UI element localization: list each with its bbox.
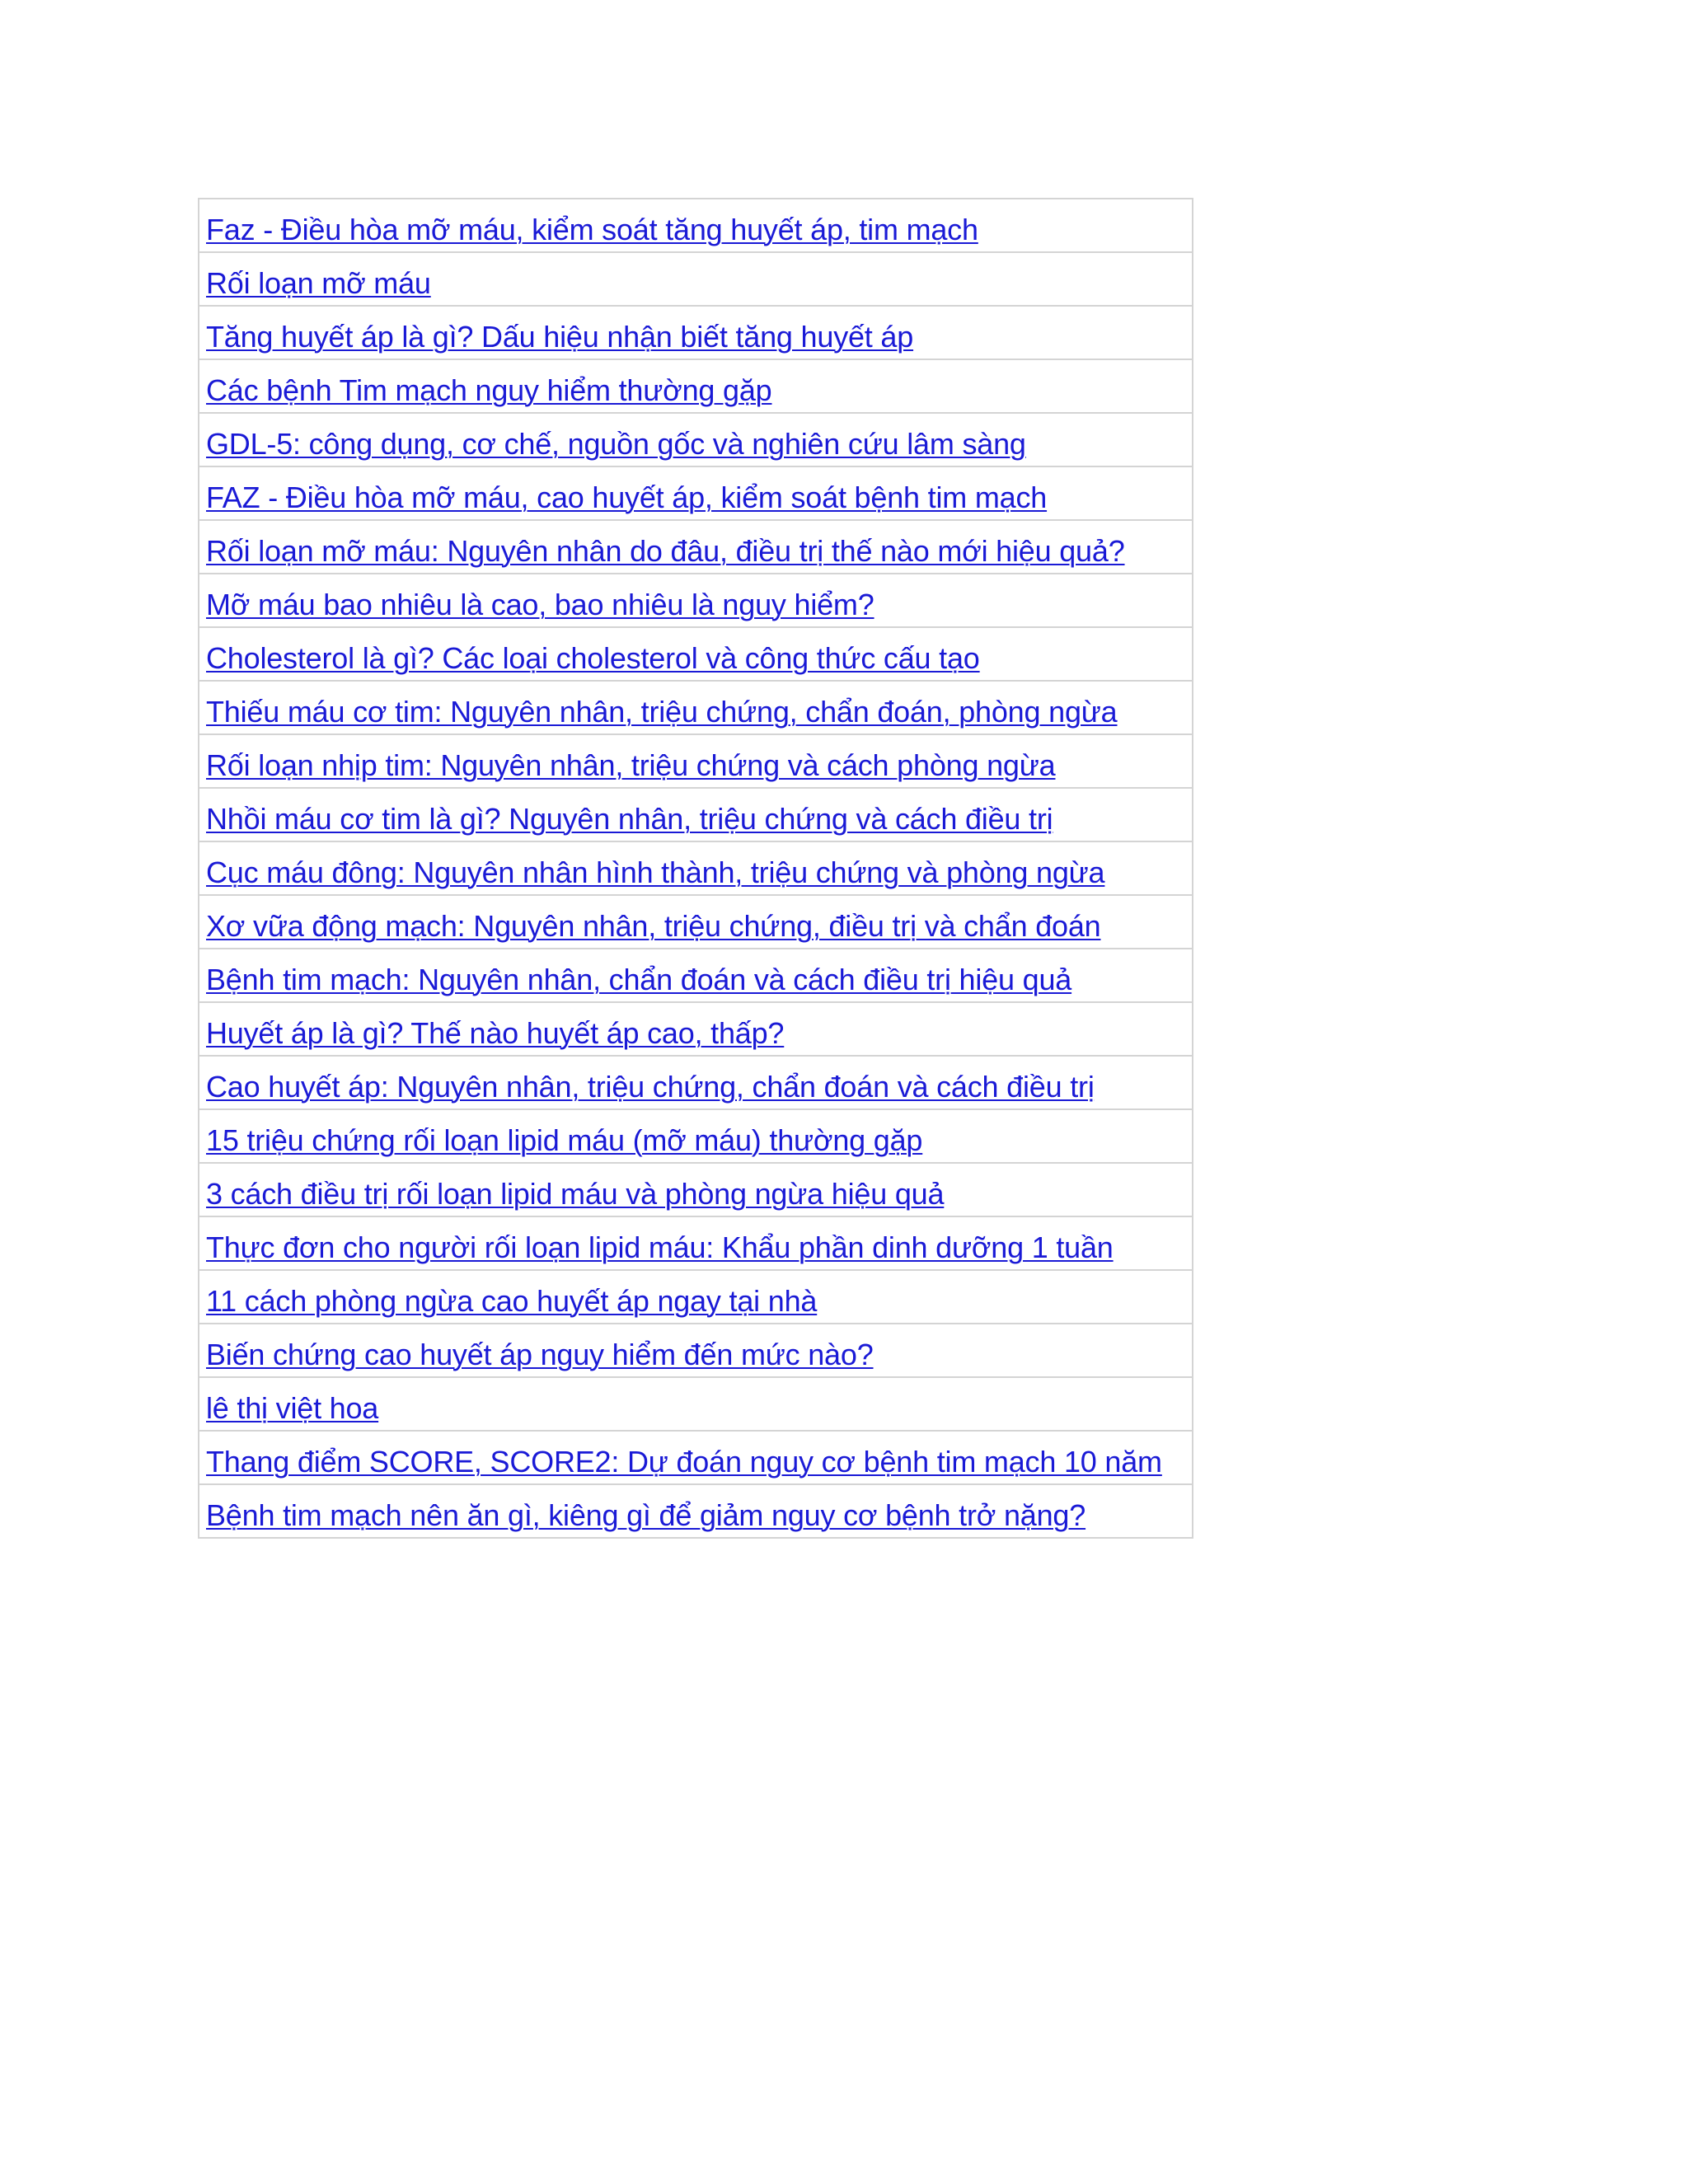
article-link[interactable]: FAZ - Điều hòa mỡ máu, cao huyết áp, kiểm soát bệnh tim mạch xyxy=(206,480,1048,514)
article-link[interactable]: lê thị việt hoa xyxy=(206,1391,379,1425)
table-cell xyxy=(199,788,1193,841)
article-link[interactable]: Rối loạn nhịp tim: Nguyên nhân, triệu chứng và cách phòng ngừa xyxy=(206,748,1056,782)
article-link[interactable]: Thiếu máu cơ tim: Nguyên nhân, triệu chứng, chẩn đoán, phòng ngừa xyxy=(206,695,1118,729)
article-link[interactable]: Biến chứng cao huyết áp nguy hiểm đến mức nào? xyxy=(206,1338,874,1371)
table-row xyxy=(199,841,1193,895)
table-row xyxy=(199,1270,1193,1324)
table-row xyxy=(199,466,1193,520)
table-row xyxy=(199,949,1193,1002)
table-cell xyxy=(199,1377,1193,1431)
table-cell xyxy=(199,199,1193,252)
table-row xyxy=(199,1431,1193,1484)
table-row xyxy=(199,1163,1193,1216)
table-row xyxy=(199,359,1193,413)
article-link[interactable]: GDL-5: công dụng, cơ chế, nguồn gốc và nghiên cứu lâm sàng xyxy=(206,427,1026,461)
table-cell xyxy=(199,1109,1193,1163)
table-cell xyxy=(199,949,1193,1002)
table-cell xyxy=(199,359,1193,413)
table-row xyxy=(199,1377,1193,1431)
table-cell xyxy=(199,1216,1193,1270)
article-link[interactable]: Rối loạn mỡ máu xyxy=(206,266,431,300)
link-rows xyxy=(199,199,1193,1538)
table-cell xyxy=(199,252,1193,306)
article-link[interactable]: 11 cách phòng ngừa cao huyết áp ngay tại nhà xyxy=(206,1284,818,1318)
article-link[interactable]: Thang điểm SCORE, SCORE2: Dự đoán nguy cơ bệnh tim mạch 10 năm xyxy=(206,1445,1162,1479)
table-cell xyxy=(199,895,1193,949)
article-link[interactable]: Bệnh tim mạch nên ăn gì, kiêng gì để giảm nguy cơ bệnh trở nặng? xyxy=(206,1498,1086,1532)
table-cell xyxy=(199,841,1193,895)
table-cell xyxy=(199,1002,1193,1056)
table-cell xyxy=(199,1324,1193,1377)
table-row xyxy=(199,681,1193,734)
table-cell xyxy=(199,520,1193,574)
table-row xyxy=(199,520,1193,574)
table-cell xyxy=(199,1056,1193,1109)
table-row xyxy=(199,1002,1193,1056)
table-row xyxy=(199,306,1193,359)
article-link[interactable]: Mỡ máu bao nhiêu là cao, bao nhiêu là nguy hiểm? xyxy=(206,588,874,621)
table-row xyxy=(199,574,1193,627)
table-cell xyxy=(199,734,1193,788)
article-link[interactable]: Cục máu đông: Nguyên nhân hình thành, triệu chứng và phòng ngừa xyxy=(206,855,1105,889)
table-row xyxy=(199,1056,1193,1109)
article-link[interactable]: 3 cách điều trị rối loạn lipid máu và phòng ngừa hiệu quả xyxy=(206,1177,945,1211)
article-link[interactable]: Tăng huyết áp là gì? Dấu hiệu nhận biết tăng huyết áp xyxy=(206,320,914,354)
article-link[interactable]: Nhồi máu cơ tim là gì? Nguyên nhân, triệu chứng và cách điều trị xyxy=(206,802,1053,836)
table-row xyxy=(199,627,1193,681)
table-row xyxy=(199,1324,1193,1377)
article-link[interactable]: Cao huyết áp: Nguyên nhân, triệu chứng, chẩn đoán và cách điều trị xyxy=(206,1070,1095,1104)
article-link[interactable]: Huyết áp là gì? Thế nào huyết áp cao, thấp? xyxy=(206,1016,785,1050)
article-link[interactable]: Rối loạn mỡ máu: Nguyên nhân do đâu, điều trị thế nào mới hiệu quả? xyxy=(206,534,1125,568)
table-cell xyxy=(199,306,1193,359)
article-link[interactable]: Faz - Điều hòa mỡ máu, kiểm soát tăng huyết áp, tim mạch xyxy=(206,213,978,246)
article-link[interactable]: 15 triệu chứng rối loạn lipid máu (mỡ máu) thường gặp xyxy=(206,1123,923,1157)
table-row xyxy=(199,734,1193,788)
article-link[interactable]: Các bệnh Tim mạch nguy hiểm thường gặp xyxy=(206,373,772,407)
table-cell xyxy=(199,574,1193,627)
table-cell xyxy=(199,627,1193,681)
article-link[interactable]: Thực đơn cho người rối loạn lipid máu: Khẩu phần dinh dưỡng 1 tuần xyxy=(206,1230,1114,1264)
table-cell xyxy=(199,1484,1193,1538)
table-cell xyxy=(199,1163,1193,1216)
table-cell xyxy=(199,681,1193,734)
table-cell xyxy=(199,413,1193,466)
table-row xyxy=(199,413,1193,466)
table-cell xyxy=(199,1270,1193,1324)
table-row xyxy=(199,1109,1193,1163)
table-row xyxy=(199,788,1193,841)
link-table xyxy=(198,198,1193,1539)
table-row xyxy=(199,199,1193,252)
table-cell xyxy=(199,466,1193,520)
table-cell xyxy=(199,1431,1193,1484)
table-row xyxy=(199,1484,1193,1538)
table-row xyxy=(199,895,1193,949)
table-row xyxy=(199,1216,1193,1270)
article-link[interactable]: Cholesterol là gì? Các loại cholesterol và công thức cấu tạo xyxy=(206,641,980,675)
article-link[interactable]: Bệnh tim mạch: Nguyên nhân, chẩn đoán và cách điều trị hiệu quả xyxy=(206,963,1072,996)
table-row xyxy=(199,252,1193,306)
article-link[interactable]: Xơ vữa động mạch: Nguyên nhân, triệu chứng, điều trị và chẩn đoán xyxy=(206,909,1101,943)
